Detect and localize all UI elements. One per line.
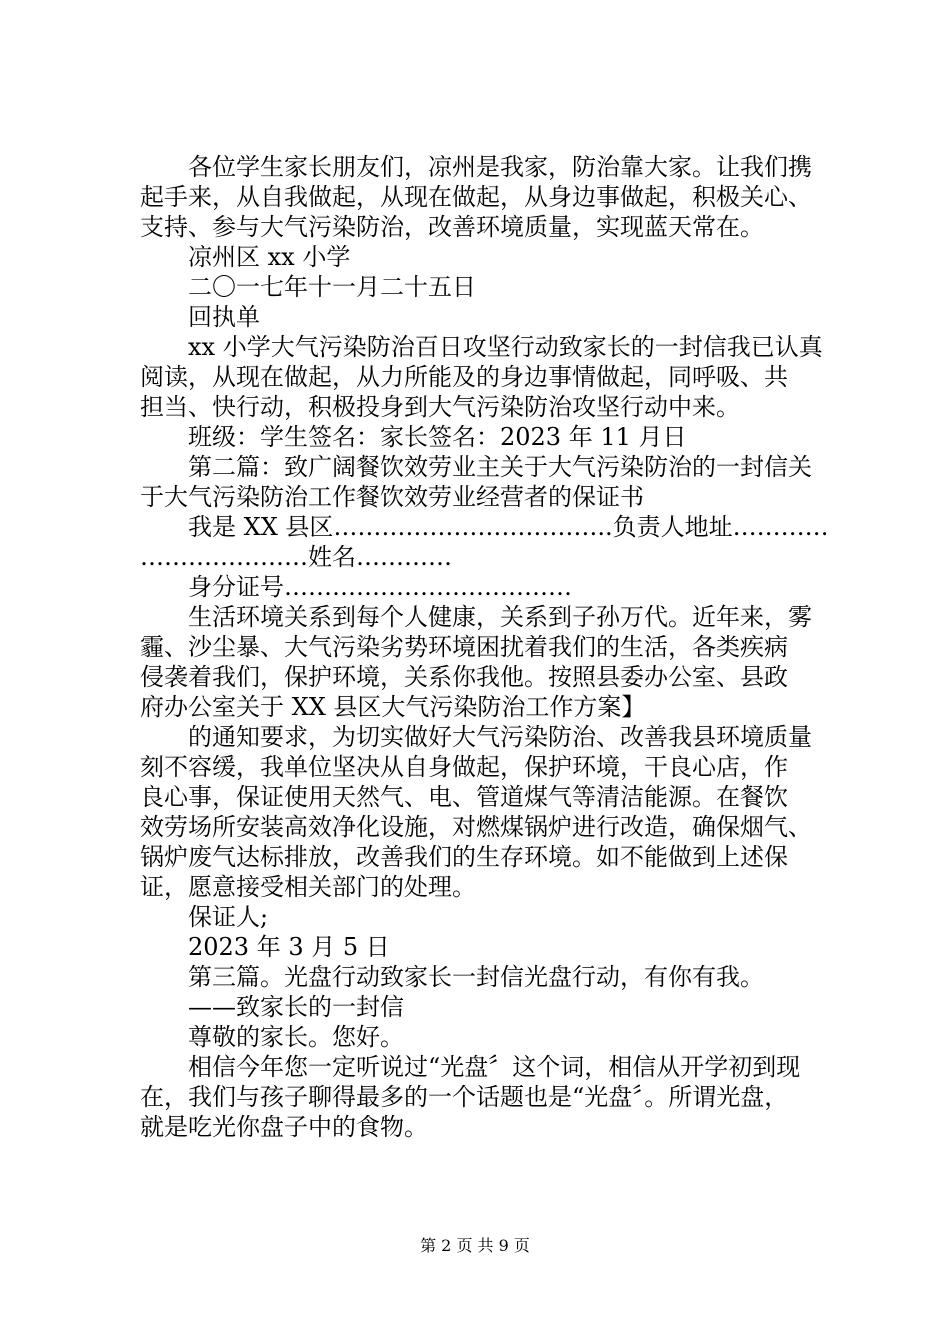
text-line: 效劳场所安装高效净化设施，对燃煤锅炉进行改造，确保烟气、 bbox=[140, 813, 812, 841]
text-line: 生活环境关系到每个人健康，关系到子孙万代。近年来，雾 bbox=[140, 603, 812, 631]
text-line: 第二篇：致广阔餐饮效劳业主关于大气污染防治的一封信关 bbox=[140, 453, 812, 481]
text-line: 支持、参与大气污染防治，改善环境质量，实现蓝天常在。 bbox=[140, 213, 764, 241]
text-line: …………………姓名………… bbox=[140, 543, 452, 571]
text-line: xx 小学大气污染防治百日攻坚行动致家长的一封信我已认真 bbox=[140, 333, 823, 361]
text-line: 第三篇。光盘行动致家长一封信光盘行动，有你有我。 bbox=[140, 963, 764, 991]
text-line: 回执单 bbox=[140, 303, 260, 331]
text-line: 各位学生家长朋友们，凉州是我家，防治靠大家。让我们携 bbox=[140, 153, 812, 181]
text-line: 的通知要求，为切实做好大气污染防治、改善我县环境质量 bbox=[140, 723, 812, 751]
text-line: 侵袭着我们，保护环境，关系你我他。按照县委办公室、县政 bbox=[140, 663, 788, 691]
text-line: 二〇一七年十一月二十五日 bbox=[140, 273, 476, 301]
text-line: 府办公室关于 XX 县区大气污染防治工作方案】 bbox=[140, 693, 646, 721]
text-line: 班级：学生签名：家长签名：2023 年 11 月日 bbox=[140, 423, 687, 451]
text-line: 阅读，从现在做起，从力所能及的身边事情做起，同呼吸、共 bbox=[140, 363, 788, 391]
page-footer: 第 2 页 共 9 页 bbox=[420, 1236, 530, 1255]
text-line: 相信今年您一定听说过“光盘〞这个词，相信从开学初到现 bbox=[140, 1053, 801, 1081]
text-line: 保证人; bbox=[140, 903, 269, 931]
text-line: 证，愿意接受相关部门的处理。 bbox=[140, 873, 476, 901]
text-line: 霾、沙尘暴、大气污染劣势环境困扰着我们的生活，各类疾病 bbox=[140, 633, 788, 661]
text-line: 我是 XX 县区……………………………..负责人地址………… bbox=[140, 513, 829, 541]
text-line: 良心事，保证使用天然气、电、管道煤气等清洁能源。在餐饮 bbox=[140, 783, 788, 811]
text-line: 担当、快行动，积极投身到大气污染防治攻坚行动中来。 bbox=[140, 393, 740, 421]
text-line: 身分证号……………………………… bbox=[140, 573, 572, 601]
text-line: 尊敬的家长。您好。 bbox=[140, 1023, 404, 1051]
text-line: 锅炉废气达标排放，改善我们的生存环境。如不能做到上述保 bbox=[140, 843, 788, 871]
text-line: 起手来，从自我做起，从现在做起，从身边事做起，积极关心、 bbox=[140, 183, 812, 211]
text-line: 刻不容缓，我单位坚决从自身做起，保护环境，干良心店，作 bbox=[140, 753, 788, 781]
text-line: 在，我们与孩子聊得最多的一个话题也是“光盘〞。所谓光盘， bbox=[140, 1083, 789, 1111]
text-line: 2023 年 3 月 5 日 bbox=[140, 933, 390, 961]
document-body bbox=[140, 152, 840, 1142]
text-line: ——致家长的一封信 bbox=[140, 993, 404, 1021]
text-line: 于大气污染防治工作餐饮效劳业经营者的保证书 bbox=[140, 483, 644, 511]
text-line: 凉州区 xx 小学 bbox=[140, 243, 351, 271]
text-line: 就是吃光你盘子中的食物。 bbox=[140, 1113, 428, 1141]
